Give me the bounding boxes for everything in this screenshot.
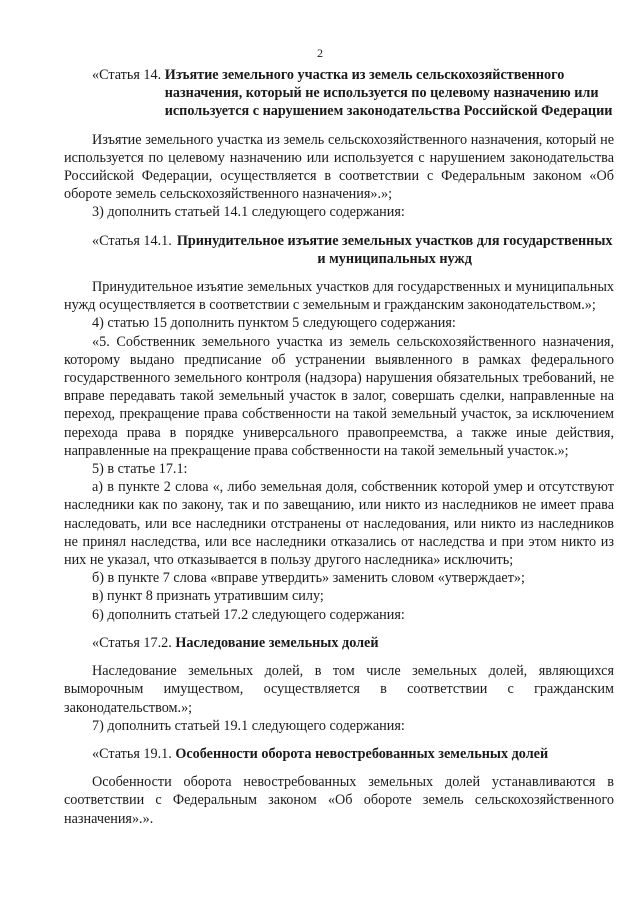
article-14-body: Изъятие земельного участка из земель сельскохозяйственного назначения, который не используется по целевому назначению или используется с нарушением законодательства Российской Федерации, осуществляется в соответствии с Федеральным законом «Об обороте земель сельскохозяйственного назначения».»; <box>64 131 614 203</box>
item-5v: в) пункт 8 признать утратившим силу; <box>92 588 324 605</box>
article-19-1-heading <box>92 745 614 763</box>
article-14-prefix: «Статья 14. <box>92 67 165 83</box>
item-7: 7) дополнить статьей 19.1 следующего содержания: <box>92 717 405 734</box>
item-4-text: «5. Собственник земельного участка из земель сельскохозяйственного назначения, которому выдано предписание об устранении выявленного в рамках федерального государственного земельного контроля (надзора) нарушения обязательных требований, не вправе передавать такой земельный участок в залог, совершать сделки, направленные на переход, прекращение права собственности на такой земельный участок, за исключением перехода права в порядке универсального правопреемства, а также иные действия, направленные на прекращение права собственности на такой земельный участок.»; <box>64 333 614 459</box>
article-17-2-prefix: «Статья 17.2. <box>92 634 176 651</box>
article-14-1-prefix: «Статья 14.1. <box>92 232 176 249</box>
item-5b: б) в пункте 7 слова «вправе утвердить» заменить словом «утверждает»; <box>92 570 525 587</box>
item-4: 4) статью 15 дополнить пунктом 5 следующего содержания: <box>92 315 456 332</box>
article-17-2-title: Наследование земельных долей <box>175 634 379 651</box>
article-19-1-body: Особенности оборота невостребованных земельных долей устанавливаются в соответствии с Федеральным законом «Об обороте земель сельскохозяйственного назначения».». <box>64 774 614 827</box>
article-14-1-heading <box>92 232 614 268</box>
article-14-1-title: Принудительное изъятие земельных участков для государственных и муниципальных нужд <box>176 232 613 267</box>
article-14-heading <box>92 66 614 121</box>
item-6: 6) дополнить статьей 17.2 следующего содержания: <box>92 606 405 623</box>
article-17-2-body: Наследование земельных долей, в том числе земельных долей, являющихся выморочным имуществом, осуществляется в соответствии с гражданским законодательством.»; <box>64 663 614 716</box>
article-19-1-prefix: «Статья 19.1. <box>92 745 176 762</box>
page-number: 2 <box>317 46 323 60</box>
item-5a: а) в пункте 2 слова «, либо земельная доля, собственник которой умер и отсутствуют наследники как по закону, так и по завещанию, или никто из наследников не имеет права наследовать, или все наследники отстранены от наследования, или никто из наследников не принял наследства, или все наследники отказались от наследства и при этом никто из них не указал, что отказывается в пользу другого наследника» исключить; <box>64 479 614 569</box>
article-14-title: Изъятие земельного участка из земель сельскохозяйственного назначения, который не используется по целевому назначению или используется с нарушением законодательства Российской Федерации <box>164 67 613 120</box>
article-14-1-body: Принудительное изъятие земельных участков для государственных и муниципальных нужд осуществляется в соответствии с земельным и гражданским законодательством.»; <box>64 279 614 314</box>
item-3: 3) дополнить статьей 14.1 следующего содержания: <box>92 204 405 221</box>
document-body <box>64 66 614 828</box>
article-17-2-heading <box>92 634 614 652</box>
item-5: 5) в статье 17.1: <box>92 461 188 478</box>
article-19-1-title: Особенности оборота невостребованных земельных долей <box>175 745 549 762</box>
